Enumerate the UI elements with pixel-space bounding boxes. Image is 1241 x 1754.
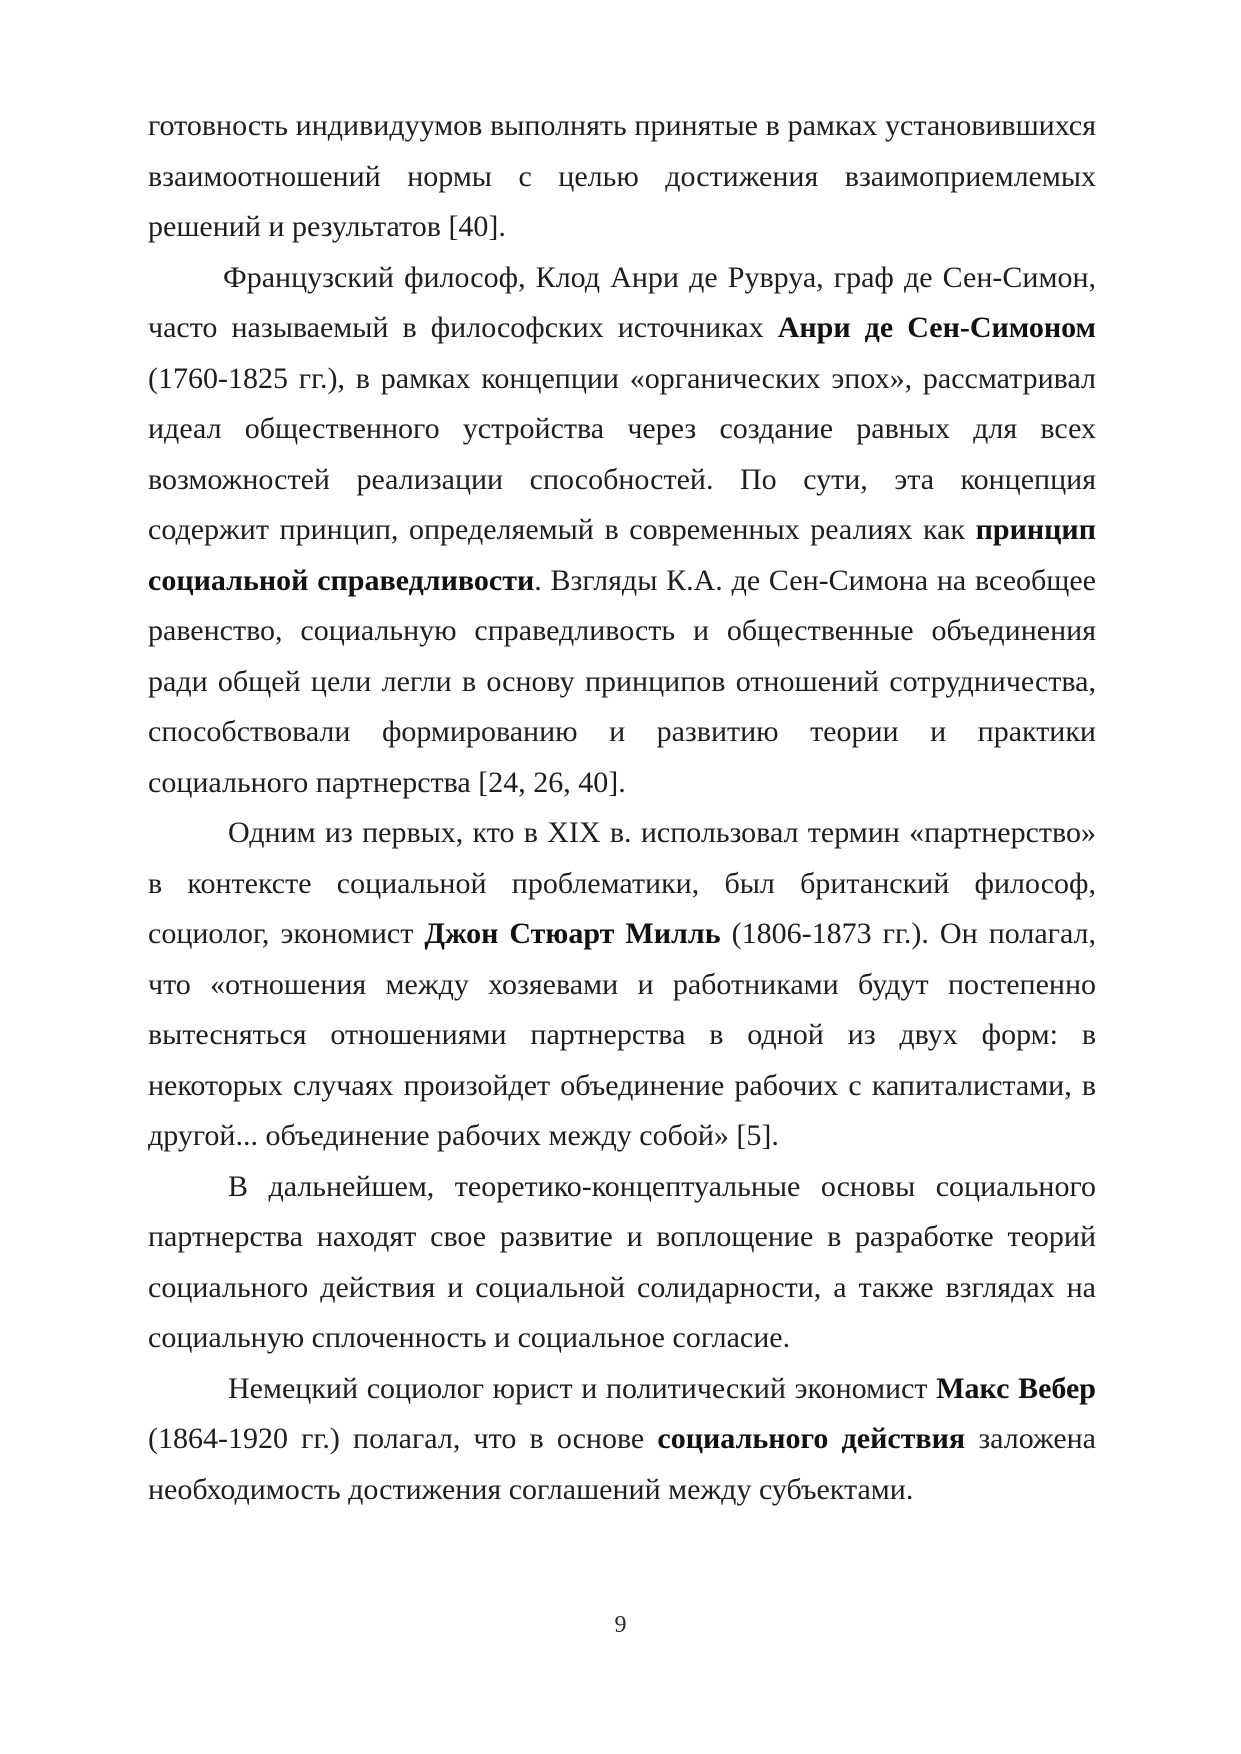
paragraph-further-development xyxy=(148,1162,1096,1364)
paragraph-mill xyxy=(148,808,1096,1162)
text-run: готовность индивидуумов выполнять принятые в рамках установившихся взаимоотношений нормы с целью достижения взаимоприемлемых решений и результатов [40]. xyxy=(148,109,1096,243)
text-run: (1864-1920 гг.) полагал, что в основе xyxy=(148,1422,658,1455)
page-number: 9 xyxy=(614,1612,627,1638)
text-run: Одним из первых, кто в XIX в. использовал термин «партнерство» в контексте социальной проблематики, был британский философ, социолог, экономист xyxy=(148,816,1096,950)
paragraph-weber xyxy=(148,1364,1096,1516)
text-run: В дальнейшем, теоретико-концептуальные основы социального партнерства находят свое развитие и воплощение в разработке теорий социального действия и социальной солидарности, а также взглядах на социальную сплоченность и социальное согласие. xyxy=(148,1169,1096,1354)
text-run: . Взгляды К.А. де Сен-Симона на всеобщее равенство, социальную справедливость и общественные объединения ради общей цели легли в основу принципов отношений сотрудничества, способствовали формированию и развитию теории и практики социального партнерства [24, 26, 40]. xyxy=(148,563,1097,799)
body-text xyxy=(148,101,1096,1515)
text-run: (1760-1825 гг.), в рамках концепции «органических эпох», рассматривал идеал общественного устройства через создание равных для всех возможностей реализации способностей. По сути, эта концепция содержит принцип, определяемый в современных реалиях как xyxy=(148,361,1096,546)
text-run: Французский философ, Клод Анри де Рувруа, граф де Сен-Симон, часто называемый в философских источниках xyxy=(148,260,1096,344)
paragraph-continuation xyxy=(148,101,1096,253)
text-run: Немецкий социолог юрист и политический экономист xyxy=(228,1371,937,1405)
bold-term-social-justice: принцип социальной справедливости xyxy=(148,513,1096,597)
text-run: (1806-1873 гг.). Он полагал, что «отношения между хозяевами и работниками будут постепенно вытесняться отношениями партнерства в одной из двух форм: в некоторых случаях произойдет объединение рабочих с капиталистами, в другой... объединение рабочих между собой» [5]. xyxy=(148,917,1097,1152)
bold-name-saint-simon: Анри де Сен-Симоном xyxy=(777,311,1096,344)
paragraph-saint-simon xyxy=(148,253,1096,809)
text-run: заложена необходимость достижения соглашений между субъектами. xyxy=(148,1422,1096,1506)
bold-name-weber: Макс Вебер xyxy=(936,1371,1096,1405)
bold-term-social-action: социального действия xyxy=(657,1422,966,1455)
bold-name-mill: Джон Стюарт Милль xyxy=(424,917,721,950)
